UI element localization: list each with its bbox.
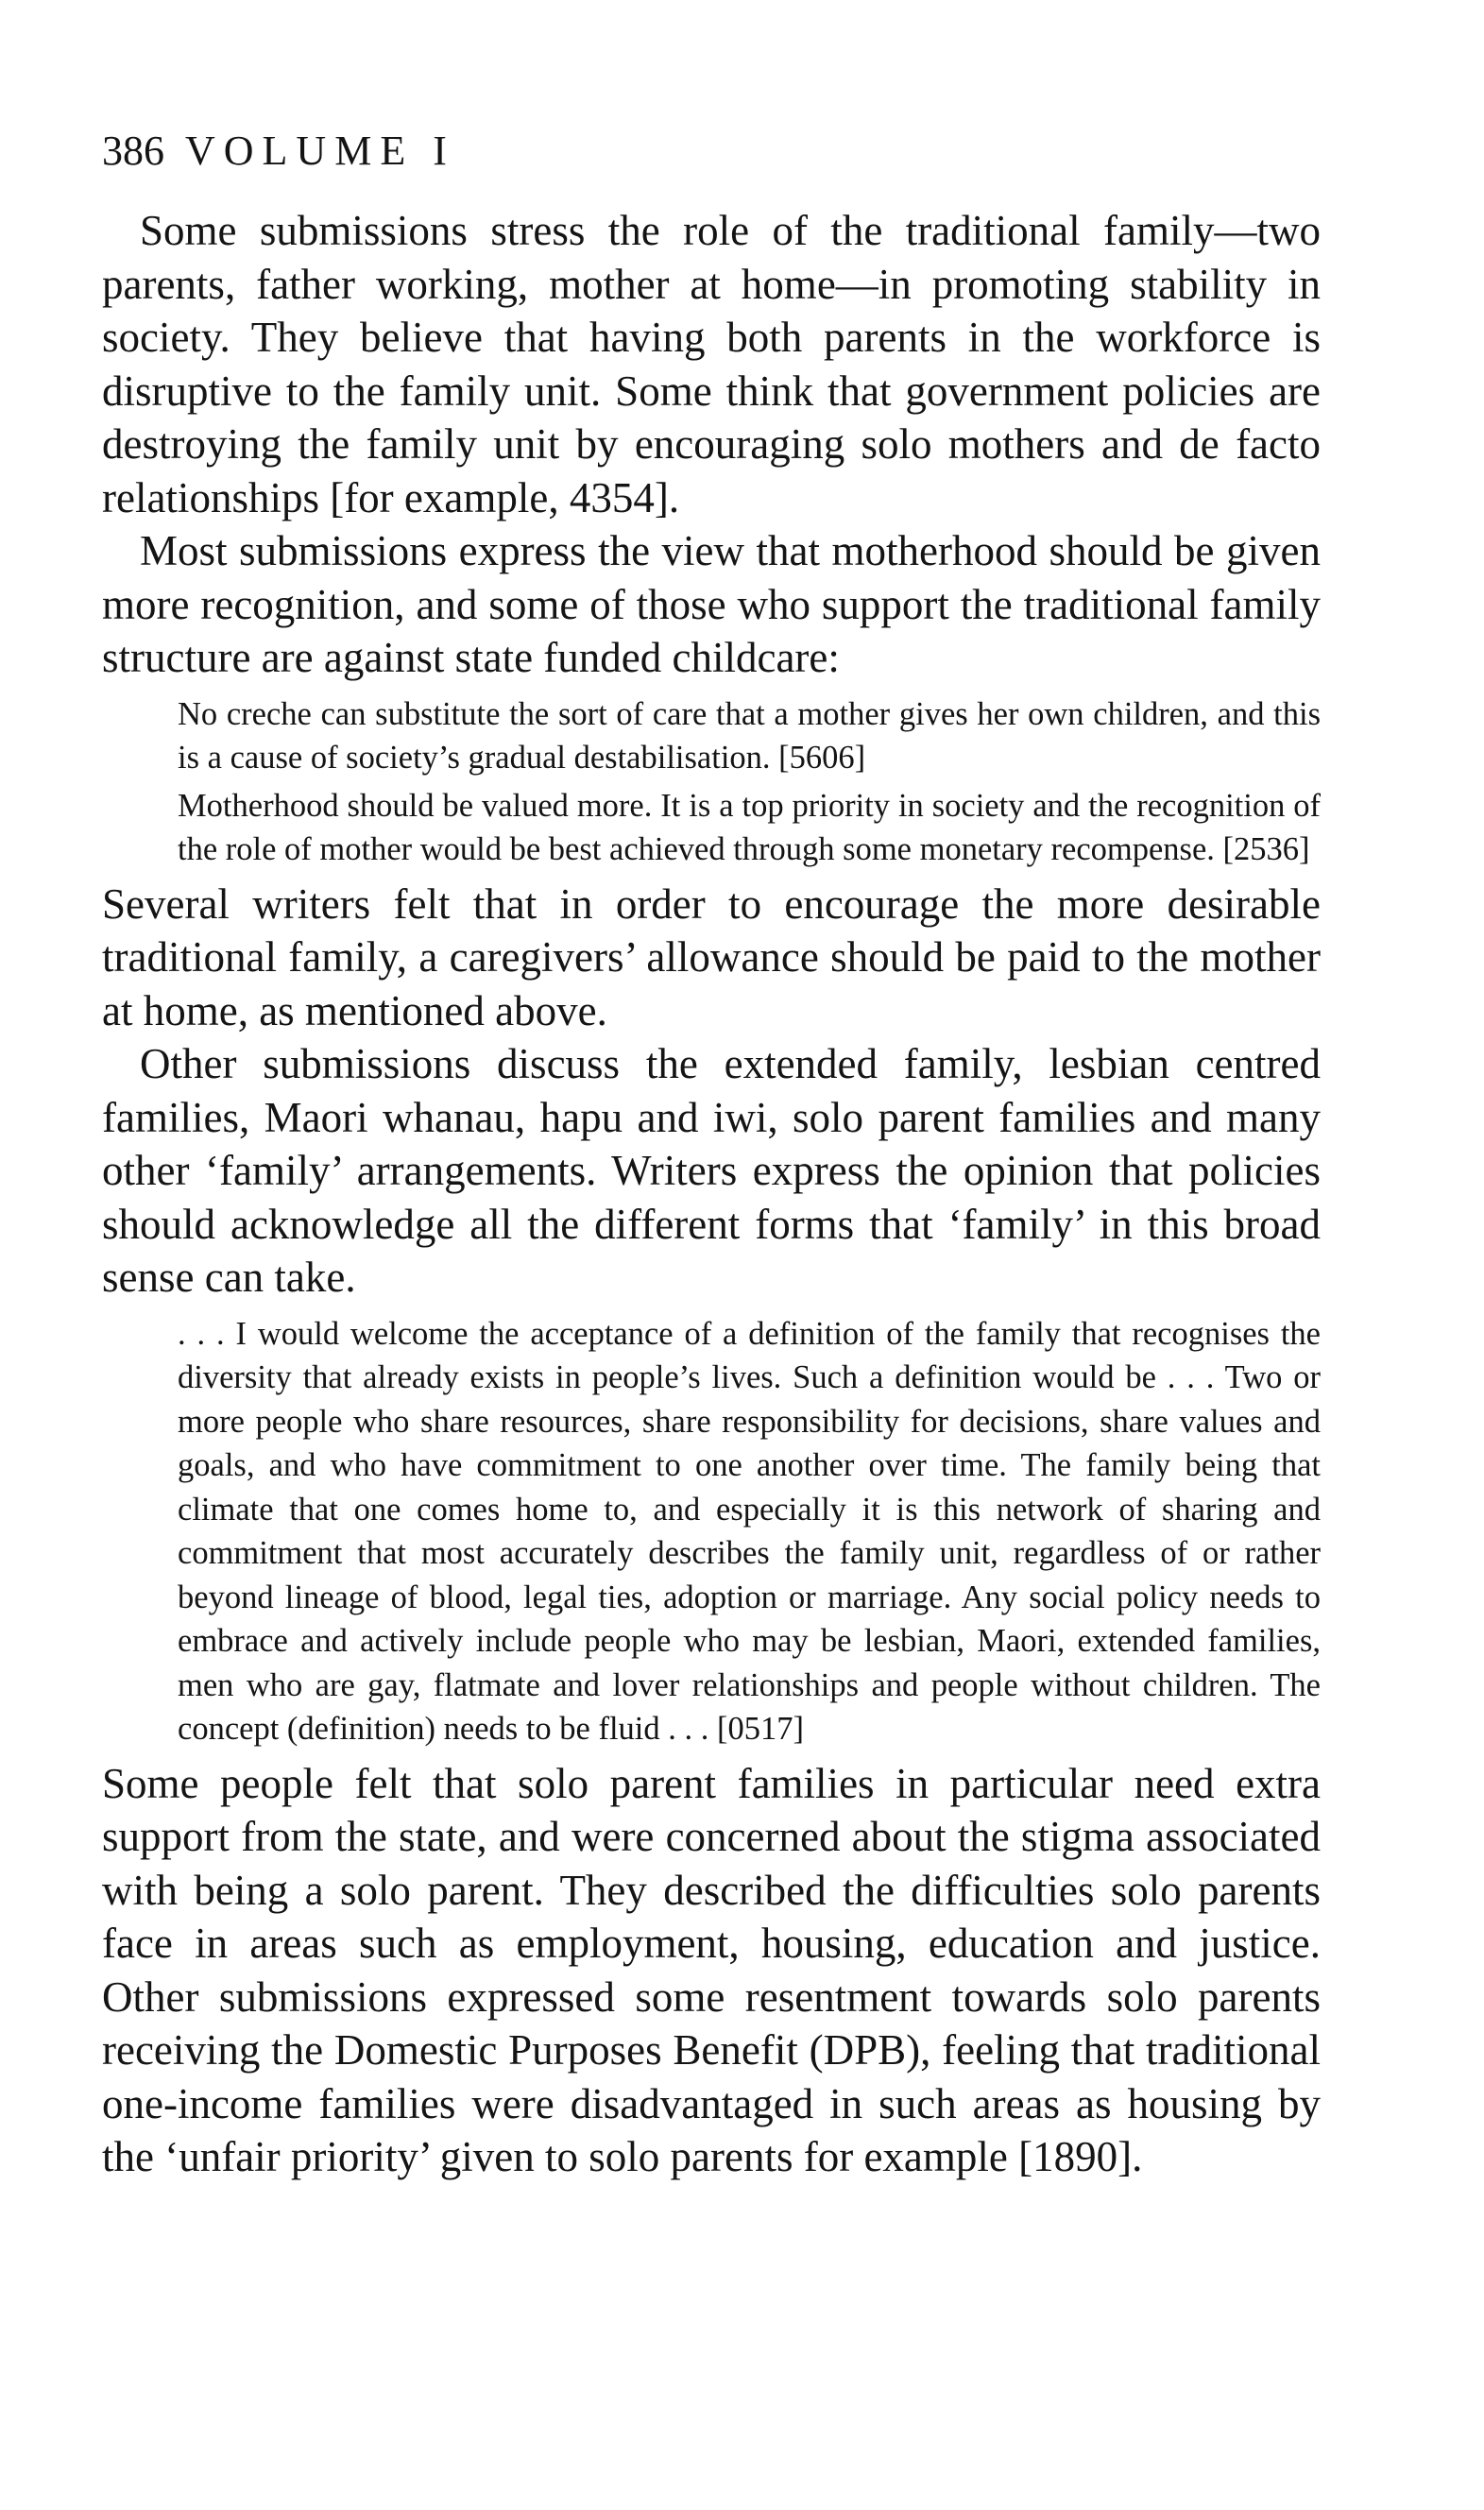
- paragraph-caregivers-allowance: Several writers felt that in order to encourage the more desirable traditional family, a caregivers’ allowance should be paid to the mother at home, as mentioned above.: [102, 879, 1321, 1034]
- quote-motherhood-valued: Motherhood should be valued more. It is a top priority in society and the recognition of the role of mother would be best achieved through some monetary recompense. [2536]: [178, 787, 1321, 867]
- volume-label: VOLUME I: [185, 128, 455, 174]
- quote-family-definition: . . . I would welcome the acceptance of a definition of the family that recognises the diversity that already exists in people’s lives. Such a definition would be . . . Two or more people who share resources, share responsibility for decisions, share values and goals, and who have commitment to one another over time. The family being that climate that one comes home to, and especially it is this network of sharing and commitment that most accurately describes the family unit, regardless of or rather beyond lineage of blood, legal ties, adoption or marriage. Any social policy needs to embrace and actively include people who may be lesbian, Maori, extended families, men who are gay, flatmate and lover relationships and people without children. The concept (definition) needs to be fluid . . . [0517]: [178, 1315, 1321, 1747]
- paragraph-solo-parents: Some people felt that solo parent families in particular need extra support from the state, and were concerned about the stigma associated with being a solo parent. They described the difficulties solo parents face in areas such as employment, housing, education and justice. Other submissions expressed some resentment towards solo parents receiving the Domestic Purposes Benefit (DPB), feeling that traditional one-income families were disadvantaged in such areas as housing by the ‘unfair priority’ given to solo parents for example [1890].: [102, 1759, 1321, 2180]
- paragraph-extended-family: Other submissions discuss the extended family, lesbian centred families, Maori whanau, hapu and iwi, solo parent families and many other ‘family’ arrangements. Writers express the opinion that policies should acknowledge all the different forms that ‘family’ in this broad sense can take.: [102, 1040, 1321, 1301]
- block-quote-motherhood: [178, 692, 1321, 872]
- running-head: [102, 130, 455, 172]
- block-quote-family-definition: [178, 1312, 1321, 1751]
- paragraph-traditional-family: Some submissions stress the role of the traditional family—two parents, father working, mother at home—in promoting stability in society. They believe that having both parents in the workforce is disruptive to the family unit. Some think that government policies are destroying the family unit by encouraging solo mothers and de facto relationships [for example, 4354].: [102, 207, 1321, 521]
- paragraph-motherhood-recognition: Most submissions express the view that motherhood should be given more recognition, and some of those who support the traditional family structure are against state funded childcare:: [102, 527, 1321, 681]
- page-number: 386: [102, 128, 164, 174]
- body-text: [102, 204, 1321, 2184]
- quote-creche: No creche can substitute the sort of care that a mother gives her own children, and this is a cause of society’s gradual destabilisation. [5606]: [178, 695, 1321, 776]
